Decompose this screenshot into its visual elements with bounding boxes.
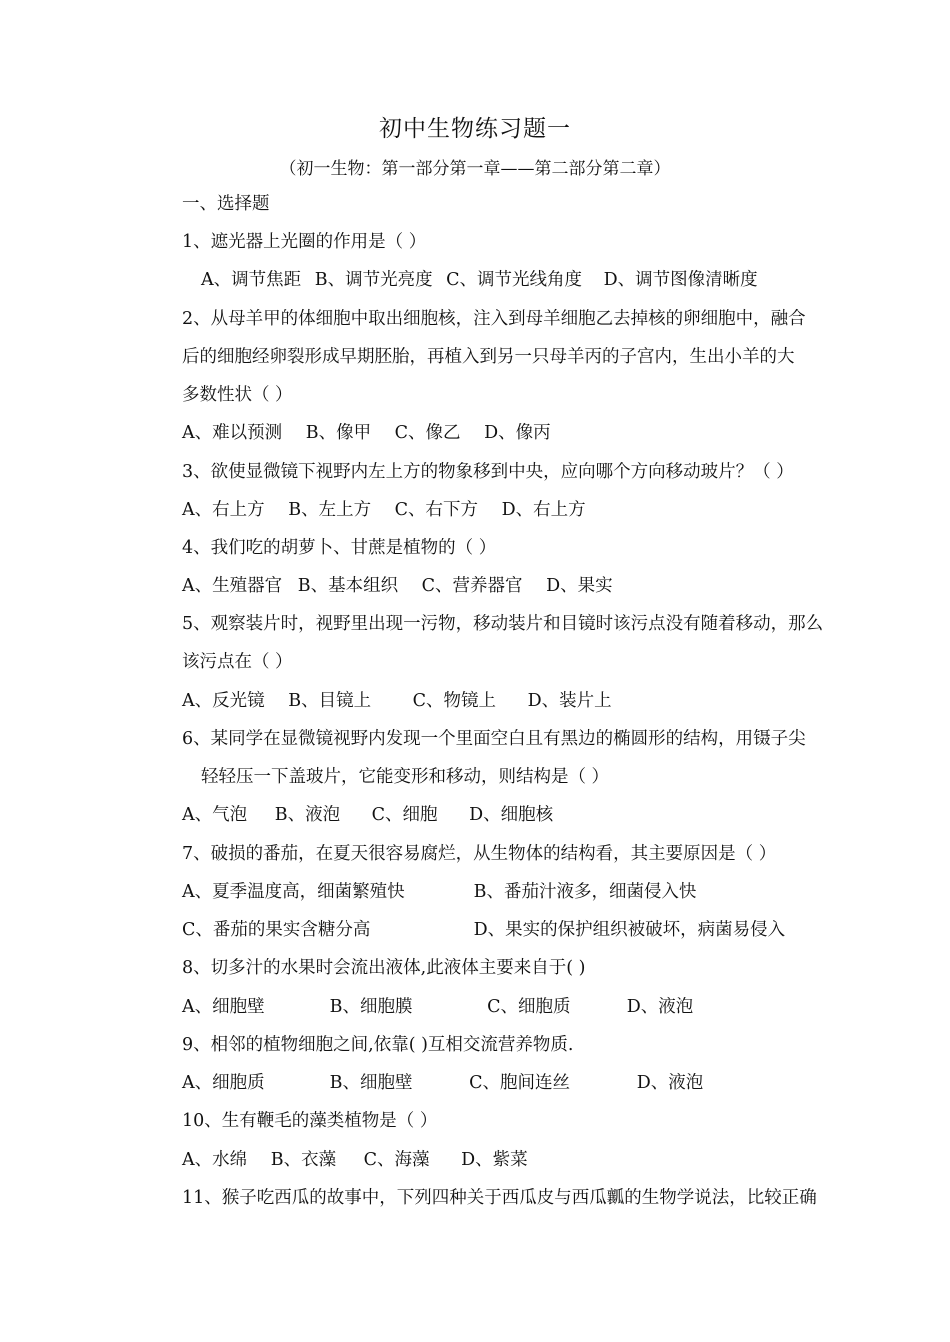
option: D、液泡 bbox=[626, 997, 694, 1017]
option: A、难以预测 bbox=[182, 423, 283, 443]
section-heading: 一、选择题 bbox=[182, 194, 270, 214]
option: D、果实的保护组织被破坏，病菌易侵入 bbox=[473, 920, 786, 940]
option: C、像乙 bbox=[394, 423, 461, 443]
question-5-line-1: 5、观察装片时，视野里出现一污物，移动装片和目镜时该污点没有随着移动，那么 bbox=[182, 614, 824, 634]
question-6-line-2: 轻轻压一下盖玻片，它能变形和移动，则结构是（ ） bbox=[201, 767, 610, 787]
question-2-line-2: 后的细胞经卵裂形成早期胚胎，再植入到另一只母羊丙的子宫内，生出小羊的大 bbox=[182, 347, 795, 367]
document-subtitle: （初一生物：第一部分第一章——第二部分第二章） bbox=[279, 159, 671, 179]
question-6-line-1: 6、某同学在显微镜视野内发现一个里面空白且有黑边的椭圆形的结构，用镊子尖 bbox=[182, 729, 806, 749]
question-11: 11、猴子吃西瓜的故事中，下列四种关于西瓜皮与西瓜瓤的生物学说法，比较正确 bbox=[182, 1188, 817, 1208]
document-title: 初中生物练习题一 bbox=[379, 116, 571, 142]
question-10: 10、生有鞭毛的藻类植物是（ ） bbox=[182, 1111, 438, 1131]
question-7: 7、破损的番茄，在夏天很容易腐烂，从生物体的结构看，其主要原因是（ ） bbox=[182, 844, 777, 864]
option: A、反光镜 bbox=[182, 691, 265, 711]
question-5-line-2: 该污点在（ ） bbox=[182, 652, 293, 672]
question-8: 8、切多汁的水果时会流出液体,此液体主要来自于( ) bbox=[182, 958, 586, 978]
option: D、细胞核 bbox=[469, 805, 554, 825]
option: B、左上方 bbox=[288, 500, 372, 520]
option: C、胞间连丝 bbox=[469, 1073, 571, 1093]
question-1-options bbox=[201, 268, 881, 292]
option: A、水绵 bbox=[182, 1150, 248, 1170]
option: D、果实 bbox=[546, 576, 613, 596]
option: C、调节光线角度 bbox=[446, 270, 583, 290]
option: A、细胞质 bbox=[182, 1073, 265, 1093]
question-1: 1、遮光器上光圈的作用是（ ） bbox=[182, 232, 427, 252]
option: C、细胞质 bbox=[487, 997, 571, 1017]
option: B、目镜上 bbox=[288, 691, 372, 711]
option: A、夏季温度高，细菌繁殖快 bbox=[182, 882, 405, 902]
option: D、像丙 bbox=[484, 423, 551, 443]
option: A、右上方 bbox=[182, 500, 265, 520]
question-8-options bbox=[182, 995, 862, 1019]
question-7-options-row-2 bbox=[182, 918, 862, 942]
option: D、液泡 bbox=[636, 1073, 704, 1093]
option: B、衣藻 bbox=[270, 1150, 337, 1170]
question-9-options bbox=[182, 1071, 862, 1095]
option: C、右下方 bbox=[394, 500, 479, 520]
option: D、装片上 bbox=[527, 691, 612, 711]
question-3: 3、欲使显微镜下视野内左上方的物象移到中央，应向哪个方向移动玻片？（ ） bbox=[182, 462, 794, 482]
option: B、番茄汁液多，细菌侵入快 bbox=[473, 882, 697, 902]
option: A、细胞壁 bbox=[182, 997, 265, 1017]
option: C、物镜上 bbox=[412, 691, 497, 711]
question-10-options bbox=[182, 1148, 862, 1172]
option: B、像甲 bbox=[305, 423, 372, 443]
option: A、调节焦距 bbox=[201, 270, 302, 290]
question-2-options bbox=[182, 421, 862, 445]
option: C、海藻 bbox=[363, 1150, 430, 1170]
option: C、番茄的果实含糖分高 bbox=[182, 920, 371, 940]
option: B、调节光亮度 bbox=[314, 270, 433, 290]
question-9: 9、相邻的植物细胞之间,依靠( )互相交流营养物质. bbox=[182, 1035, 574, 1055]
question-4-options bbox=[182, 574, 862, 598]
question-4: 4、我们吃的胡萝卜、甘蔗是植物的（ ） bbox=[182, 538, 497, 558]
option: D、紫菜 bbox=[461, 1150, 528, 1170]
question-3-options bbox=[182, 498, 862, 522]
option: B、基本组织 bbox=[297, 576, 399, 596]
option: D、调节图像清晰度 bbox=[603, 270, 758, 290]
question-2-line-3: 多数性状（ ） bbox=[182, 385, 293, 405]
option: B、液泡 bbox=[274, 805, 341, 825]
question-5-options bbox=[182, 689, 862, 713]
option: B、细胞壁 bbox=[329, 1073, 413, 1093]
question-6-options bbox=[182, 803, 862, 827]
option: B、细胞膜 bbox=[329, 997, 413, 1017]
option: D、右上方 bbox=[501, 500, 586, 520]
option: A、生殖器官 bbox=[182, 576, 283, 596]
question-7-options-row-1 bbox=[182, 880, 862, 904]
option: A、气泡 bbox=[182, 805, 248, 825]
question-2-line-1: 2、从母羊甲的体细胞中取出细胞核，注入到母羊细胞乙去掉核的卵细胞中，融合 bbox=[182, 309, 806, 329]
option: C、营养器官 bbox=[421, 576, 523, 596]
option: C、细胞 bbox=[371, 805, 438, 825]
